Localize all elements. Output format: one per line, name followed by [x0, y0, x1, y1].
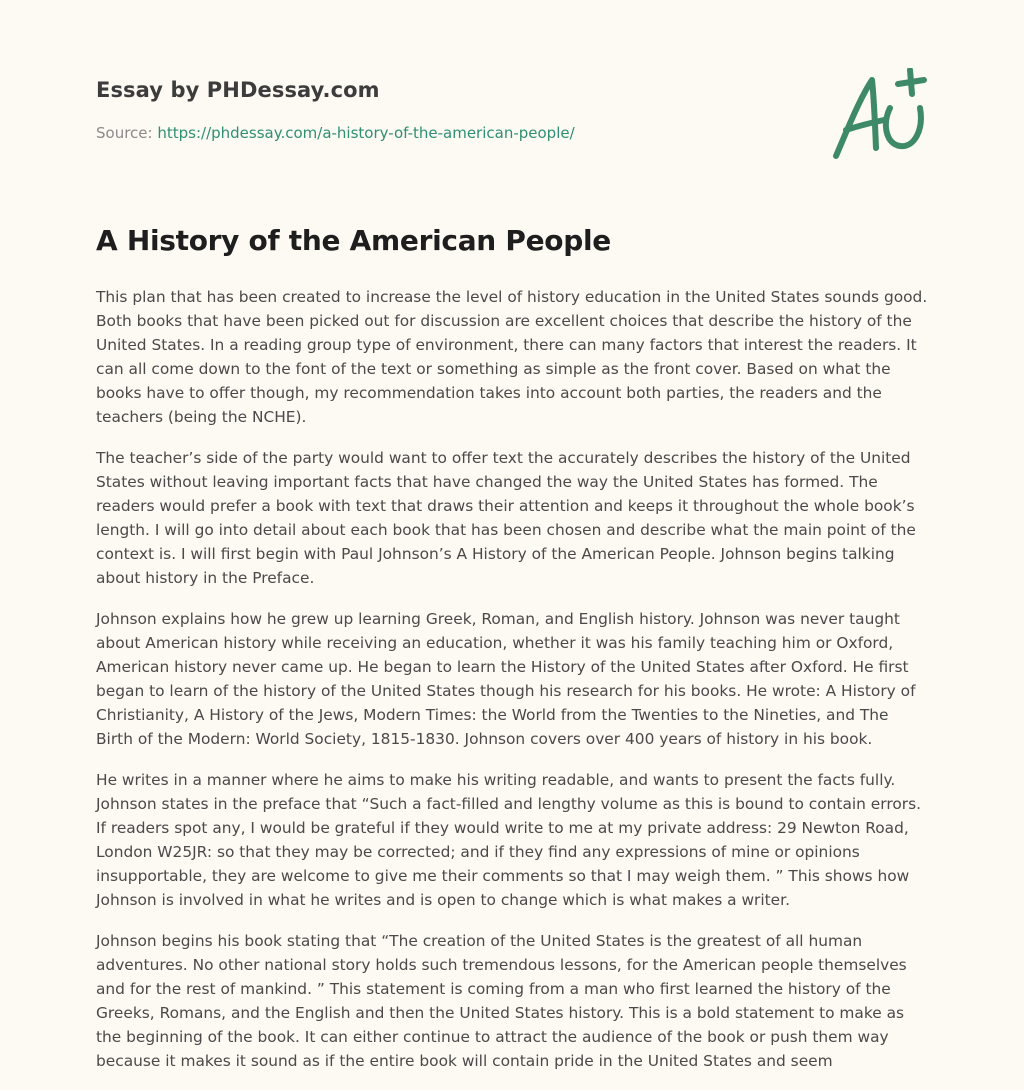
page-header — [96, 74, 928, 184]
paragraph: He writes in a manner where he aims to make his writing readable, and wants to present the facts fully. Johnson states in the preface that “Such a fact-filled and lengthy volume as this is bound to contain errors. If readers spot any, I would be grateful if they would write to me at my private address: 29 Newton Road, London W25JR: so that they may be corrected; and if they find any expressions of mine or opinions insupportable, they are welcome to give me their comments so that I may weigh them. ” This shows how Johnson is involved in what he writes and is open to change which is what makes a writer. — [96, 771, 921, 909]
site-brand[interactable]: Essay by PHDessay.com — [96, 78, 380, 102]
paragraph: This plan that has been created to increase the level of history education in the United States sounds good. Both books that have been picked out for discussion are excellent choices that describe the history of the United States. In a reading group type of environment, there can many factors that interest the readers. It can all come down to the font of the text or something as simple as the front cover. Based on what the books have to offer though, my recommendation takes into account both parties, the readers and the teachers (being the NCHE). — [96, 288, 928, 426]
article-body — [96, 285, 928, 1090]
source-link[interactable]: https://phdessay.com/a-history-of-the-american-people/ — [157, 124, 575, 142]
article-title: A History of the American People — [96, 224, 611, 257]
source-label: Source: — [96, 124, 153, 142]
paragraph: Johnson begins his book stating that “The creation of the United States is the greatest of all human adventures. No other national story holds such tremendous lessons, for the American people themselves and for the rest of mankind. ” This statement is coming from a man who first learned the history of the Greeks, Romans, and the English and then the United States history. This is a bold statement to make as the beginning of the book. It can either continue to attract the audience of the book or push them way because it makes it sound as if the entire book will contain pride in the United States and seem — [96, 932, 907, 1070]
source-line — [96, 124, 575, 142]
a-plus-logo-icon — [828, 68, 928, 164]
paragraph: Johnson explains how he grew up learning Greek, Roman, and English history. Johnson was never taught about American history while receiving an education, whether it was his family teaching him or Oxford, American history never came up. He began to learn the History of the United States after Oxford. He first began to learn of the history of the United States though his research for his books. He wrote: A History of Christianity, A History of the Jews, Modern Times: the World from the Twenties to the Nineties, and The Birth of the Modern: World Society, 1815-1830. Johnson covers over 400 years of history in his book. — [96, 610, 916, 748]
paragraph: The teacher’s side of the party would want to offer text the accurately describes the history of the United States without leaving important facts that have changed the way the United States has formed. The readers would prefer a book with text that draws their attention and keeps it throughout the whole book’s length. I will go into detail about each book that has been chosen and describe what the main point of the context is. I will first begin with Paul Johnson’s A History of the American People. Johnson begins talking about history in the Preface. — [96, 449, 916, 587]
